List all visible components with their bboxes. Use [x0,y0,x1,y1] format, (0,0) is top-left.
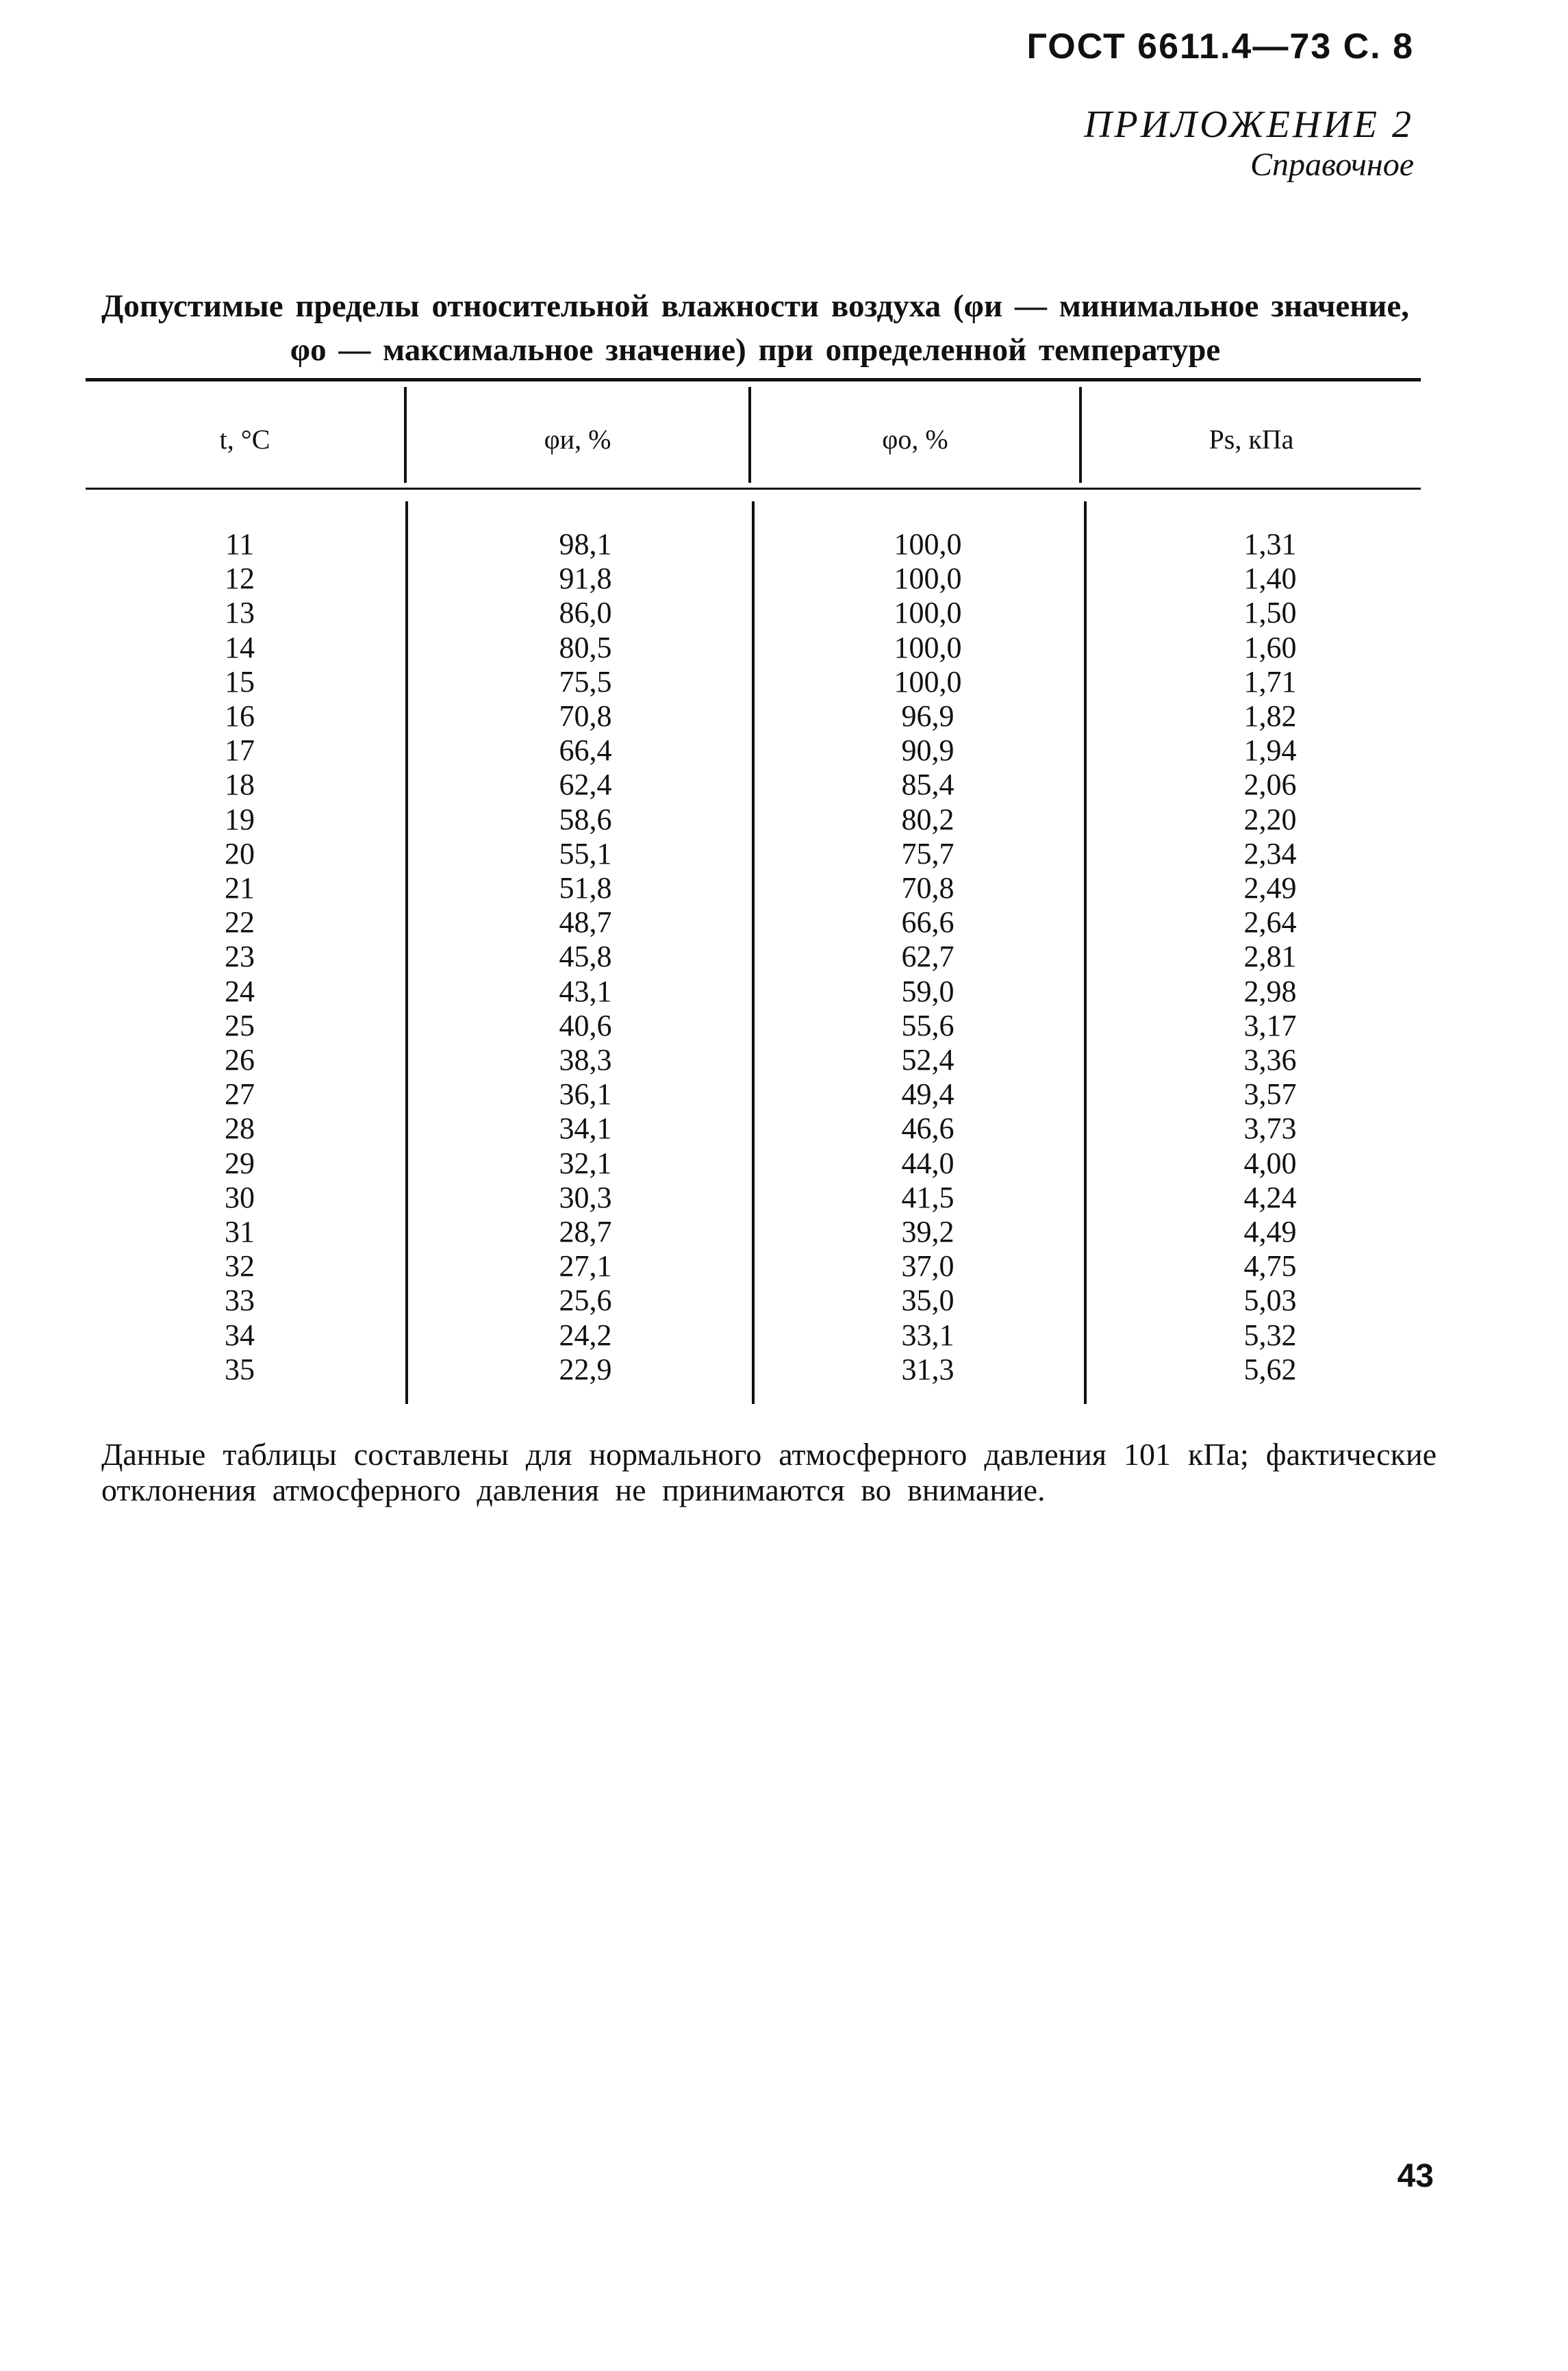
table-note: Данные таблицы составлены для нормального атмосферного давления 101 кПа; фактические отклонения атмосферного давления не принимаются во внимание. [101,1437,1437,1507]
table-header-rule [86,488,1421,490]
table-cell: 70,8 [901,871,954,905]
table-cell: 1,40 [1243,562,1297,596]
table-cell: 4,00 [1243,1146,1297,1180]
column-header-humidity-max: φо, % [882,424,948,455]
table-cell: 33,1 [901,1318,954,1352]
table-cell: 100,0 [894,596,962,630]
document-header: ГОСТ 6611.4—73 С. 8 [1026,27,1414,66]
table-cell: 2,81 [1243,940,1297,974]
table-cell: 36,1 [559,1077,612,1112]
table-cell: 40,6 [559,1008,612,1042]
table-cell: 2,34 [1243,836,1297,870]
table-cell: 31,3 [901,1352,954,1386]
table-cell: 33 [225,1283,255,1318]
table-cell: 1,94 [1243,733,1297,768]
table-cell: 25,6 [559,1283,612,1318]
table-cell: 44,0 [901,1146,954,1180]
column-temperature [151,527,329,1387]
table-cell: 2,20 [1243,802,1297,836]
table-cell: 100,0 [894,562,962,596]
table-divider-1-body [405,501,408,1404]
table-cell: 45,8 [559,940,612,974]
table-divider-3-body [1084,501,1087,1404]
table-cell: 51,8 [559,871,612,905]
table-cell: 29 [225,1146,255,1180]
table-cell: 4,75 [1243,1249,1297,1283]
table-cell: 62,7 [901,940,954,974]
table-cell: 2,49 [1243,871,1297,905]
table-cell: 39,2 [901,1215,954,1249]
column-humidity-min [493,527,678,1387]
table-cell: 98,1 [559,527,612,561]
table-cell: 1,60 [1243,630,1297,664]
table-cell: 19 [225,802,255,836]
table-cell: 24 [225,974,255,1008]
table-cell: 21 [225,871,255,905]
column-header-temperature: t, °С [219,424,270,455]
table-cell: 100,0 [894,630,962,664]
table-cell: 3,73 [1243,1112,1297,1146]
table-cell: 86,0 [559,596,612,630]
table-cell: 26 [225,1043,255,1077]
table-cell: 80,5 [559,630,612,664]
table-cell: 27,1 [559,1249,612,1283]
table-cell: 5,03 [1243,1283,1297,1318]
table-cell: 66,4 [559,733,612,768]
table-cell: 62,4 [559,768,612,802]
table-cell: 52,4 [901,1043,954,1077]
column-humidity-max [835,527,1020,1387]
table-cell: 28,7 [559,1215,612,1249]
appendix-type: Справочное [1250,147,1414,183]
table-cell: 2,98 [1243,974,1297,1008]
table-top-rule [86,378,1421,381]
table-cell: 91,8 [559,562,612,596]
table-cell: 100,0 [894,527,962,561]
table-cell: 2,64 [1243,905,1297,940]
table-cell: 30 [225,1180,255,1214]
table-cell: 3,57 [1243,1077,1297,1112]
table-cell: 37,0 [901,1249,954,1283]
table-divider-2-body [752,501,755,1404]
table-cell: 1,82 [1243,699,1297,733]
table-cell: 17 [225,733,255,768]
table-cell: 35 [225,1352,255,1386]
table-cell: 34 [225,1318,255,1352]
table-cell: 28 [225,1112,255,1146]
table-cell: 32 [225,1249,255,1283]
table-cell: 18 [225,768,255,802]
table-cell: 20 [225,836,255,870]
table-cell: 35,0 [901,1283,954,1318]
table-cell: 3,17 [1243,1008,1297,1042]
table-cell: 13 [225,596,255,630]
table-cell: 11 [225,527,255,561]
table-cell: 34,1 [559,1112,612,1146]
table-cell: 5,62 [1243,1352,1297,1386]
table-cell: 23 [225,940,255,974]
table-cell: 27 [225,1077,255,1112]
column-header-pressure: Ps, кПа [1209,424,1294,455]
table-cell: 32,1 [559,1146,612,1180]
table-cell: 58,6 [559,802,612,836]
table-cell: 3,36 [1243,1043,1297,1077]
table-cell: 31 [225,1215,255,1249]
table-cell: 30,3 [559,1180,612,1214]
table-cell: 16 [225,699,255,733]
table-cell: 55,6 [901,1008,954,1042]
table-cell: 12 [225,562,255,596]
table-cell: 4,24 [1243,1180,1297,1214]
table-cell: 100,0 [894,664,962,699]
table-cell: 5,32 [1243,1318,1297,1352]
page-number: 43 [1397,2158,1434,2194]
table-cell: 25 [225,1008,255,1042]
table-cell: 4,49 [1243,1215,1297,1249]
table-caption: Допустимые пределы относительной влажности воздуха (φи — минимальное значение, φо — максимальное значение) при определенной температуре [101,288,1409,368]
table-cell: 70,8 [559,699,612,733]
table-cell: 59,0 [901,974,954,1008]
column-pressure [1174,527,1366,1387]
table-cell: 46,6 [901,1112,954,1146]
table-cell: 49,4 [901,1077,954,1112]
table-cell: 75,5 [559,664,612,699]
table-cell: 38,3 [559,1043,612,1077]
table-cell: 96,9 [901,699,954,733]
table-cell: 1,71 [1243,664,1297,699]
table-cell: 24,2 [559,1318,612,1352]
table-cell: 22,9 [559,1352,612,1386]
table-cell: 2,06 [1243,768,1297,802]
table-cell: 48,7 [559,905,612,940]
table-cell: 1,50 [1243,596,1297,630]
table-cell: 41,5 [901,1180,954,1214]
table-cell: 22 [225,905,255,940]
table-cell: 80,2 [901,802,954,836]
table-cell: 85,4 [901,768,954,802]
table-cell: 43,1 [559,974,612,1008]
table-cell: 75,7 [901,836,954,870]
column-header-humidity-min: φи, % [544,424,611,455]
table-cell: 66,6 [901,905,954,940]
table-cell: 55,1 [559,836,612,870]
table-cell: 15 [225,664,255,699]
appendix-title: ПРИЛОЖЕНИЕ 2 [1084,103,1414,146]
table-cell: 90,9 [901,733,954,768]
table-cell: 1,31 [1243,527,1297,561]
table-cell: 14 [225,630,255,664]
